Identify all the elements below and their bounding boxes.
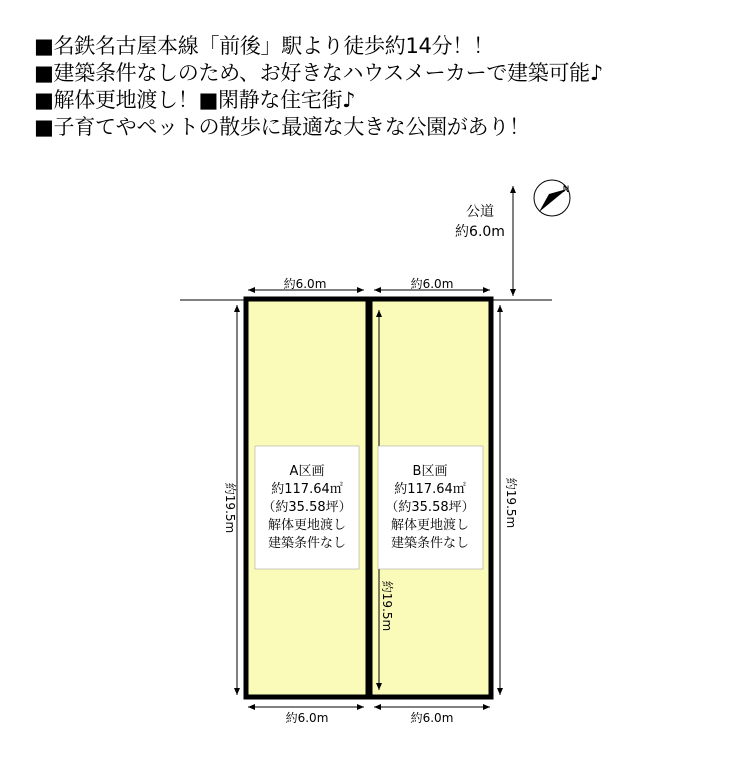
top-width-a: 約6.0m (283, 277, 327, 291)
bottom-width-b: 約6.0m (410, 711, 454, 725)
bottom-width-a: 約6.0m (285, 711, 329, 725)
road-label: 公道 (466, 204, 494, 220)
top-width-b: 約6.0m (410, 277, 454, 291)
middle-depth-label: 約19.5m (380, 580, 394, 632)
headline-no-build-condition: ■建築条件なしのため、お好きなハウスメーカーで建築可能♪ (34, 61, 603, 85)
right-depth-label: 約19.5m (504, 477, 518, 529)
lot-a-note1: 解体更地渡し (267, 518, 347, 533)
lot-b-info (378, 446, 483, 569)
lot-b-tsubo: （約35.58坪） (385, 500, 475, 515)
left-depth-label: 約19.5m (223, 482, 237, 534)
lot-a-info (255, 446, 359, 569)
headline-station: ■名鉄名古屋本線「前後」駅より徒歩約14分！！ (34, 34, 494, 58)
lot-a-note2: 建築条件なし (267, 536, 347, 551)
lot-a-tsubo: （約35.58坪） (262, 500, 352, 515)
lot-b-area: 約117.64㎡ (394, 482, 466, 497)
headline-park: ■子育てやペットの散歩に最適な大きな公園があり！ (34, 115, 530, 139)
north-label: N (562, 185, 570, 195)
lot-a-area: 約117.64㎡ (271, 482, 343, 497)
lot-b-note1: 解体更地渡し (390, 518, 470, 533)
lot-b-note2: 建築条件なし (390, 536, 470, 551)
lot-b-name: B区画 (412, 464, 448, 479)
lot-a-name: A区画 (289, 464, 325, 479)
north-arrow-icon (534, 180, 570, 216)
road-width-label: 約6.0m (455, 224, 505, 240)
headline-demolition: ■解体更地渡し！■閑静な住宅街♪ (34, 88, 356, 112)
